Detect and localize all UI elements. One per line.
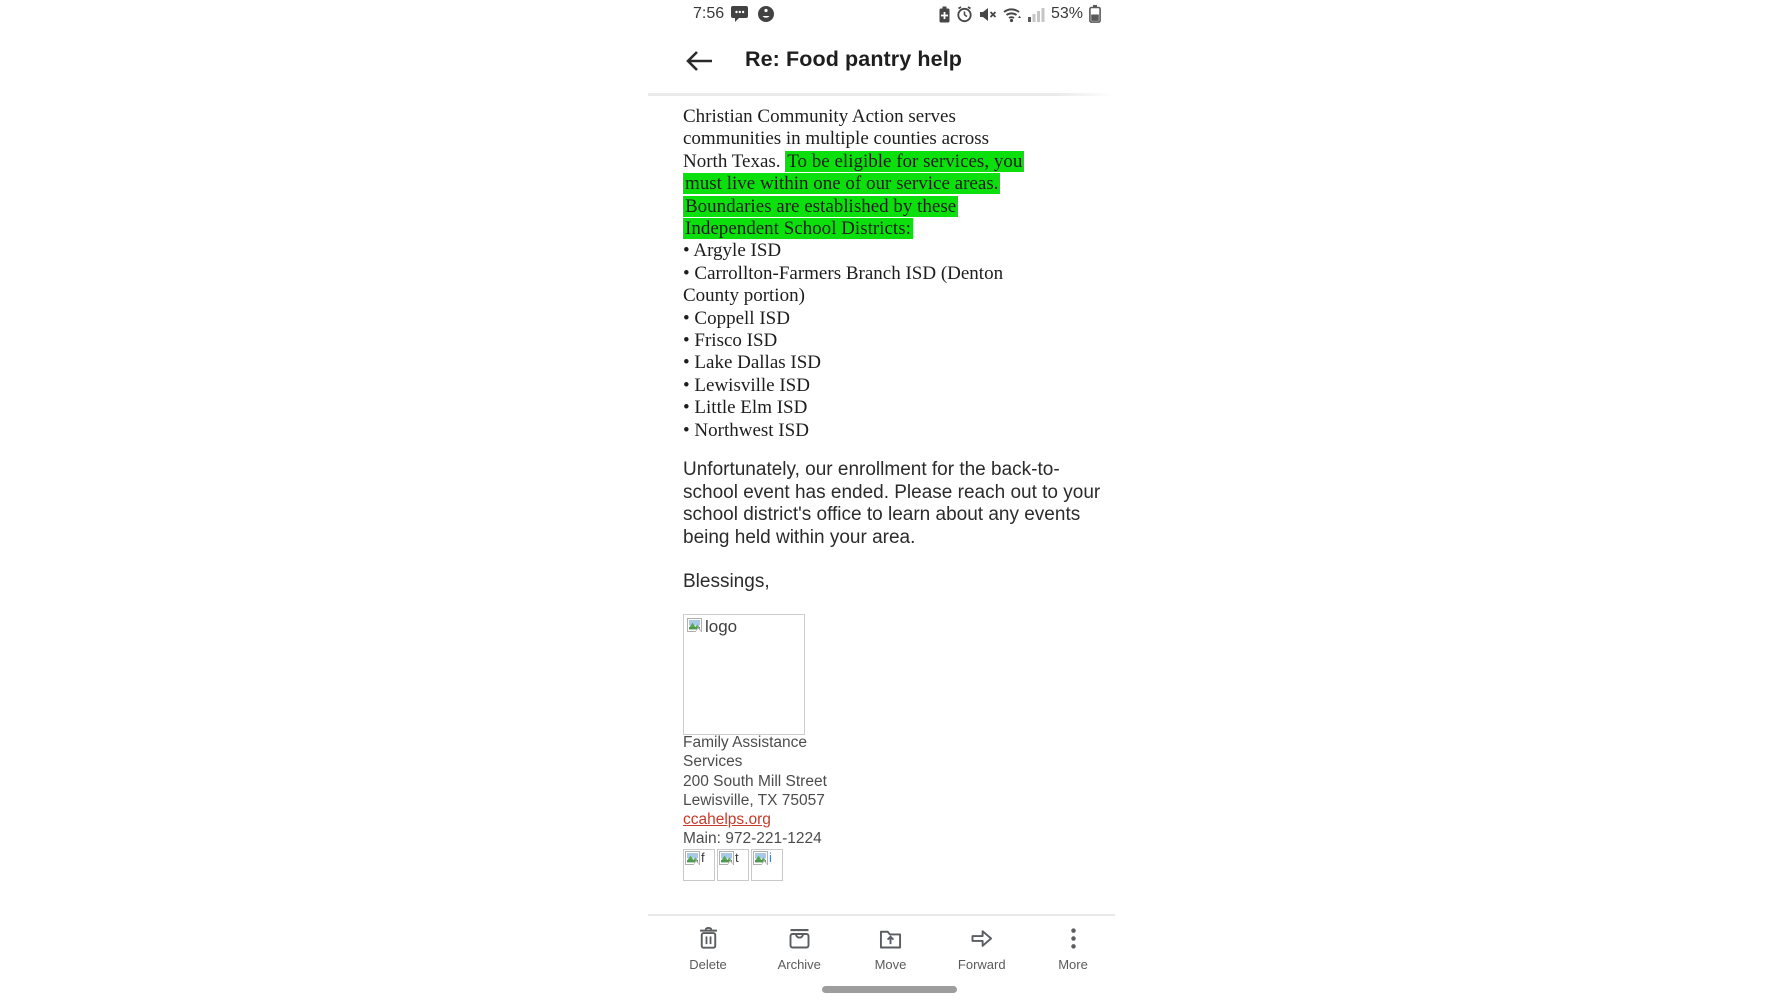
social-alt-text: i	[769, 850, 772, 865]
body-text-line	[683, 173, 1103, 195]
archive-icon	[786, 925, 813, 952]
move-folder-icon	[877, 925, 904, 952]
battery-saver-icon	[939, 6, 950, 23]
social-f-broken-image[interactable]	[683, 849, 715, 881]
body-text-line: • Lewisville ISD	[683, 374, 810, 396]
body-text-line	[683, 196, 1103, 218]
delete-label: Delete	[689, 957, 727, 972]
body-text-line: • Carrollton-Farmers Branch ISD (Denton	[683, 262, 1004, 284]
social-t-broken-image[interactable]	[717, 849, 749, 881]
body-text-line: communities in multiple counties across	[683, 128, 990, 150]
social-alt-text: t	[735, 850, 739, 865]
website-link[interactable]: ccahelps.org	[683, 811, 771, 829]
message-notification-icon	[731, 5, 750, 23]
forward-arrow-icon	[968, 925, 995, 952]
more-button[interactable]	[1041, 925, 1105, 972]
body-text-line: • Lake Dallas ISD	[683, 352, 822, 374]
social-i-broken-image[interactable]	[751, 849, 783, 881]
logo-alt-text: logo	[705, 617, 738, 636]
clock-time: 7:56	[693, 5, 725, 22]
social-alt-text: f	[701, 850, 705, 865]
status-bar-right	[939, 5, 1101, 23]
paragraph-text-line: being held within your area.	[683, 526, 916, 548]
highlighted-text: Independent School Districts:	[685, 218, 911, 240]
move-label: Move	[874, 957, 907, 972]
mute-icon	[979, 6, 997, 23]
body-text-line: Christian Community Action serves	[683, 106, 956, 127]
body-text-line: County portion)	[683, 285, 805, 307]
broken-image-icon	[685, 851, 701, 867]
archive-button[interactable]	[767, 925, 831, 972]
signature-text-line: Lewisville, TX 75057	[683, 791, 825, 809]
wifi-icon	[1003, 6, 1022, 23]
page-title: Re: Food pantry help	[745, 47, 962, 71]
battery-percent: 53%	[1050, 5, 1083, 22]
highlighted-text: Boundaries are established by these	[685, 195, 957, 217]
body-text-line: • Argyle ISD	[683, 240, 782, 262]
paragraph-text-line: school district's office to learn about any events	[683, 504, 1081, 525]
highlighted-text: must live within one of our service areas.	[685, 173, 999, 195]
back-arrow-icon	[684, 48, 715, 74]
signature-text-line: Services	[683, 753, 743, 771]
archive-label: Archive	[777, 957, 821, 972]
body-text-line: North Texas. To be eligible for services, you	[683, 150, 1023, 172]
paragraph-text-line: school event has ended. Please reach out to your	[683, 481, 1101, 503]
signal-strength-icon	[1028, 6, 1045, 22]
header-divider	[648, 93, 1114, 96]
paragraph-text-line: Unfortunately, our enrollment for the back-to-	[683, 459, 1060, 480]
broken-image-icon	[687, 618, 703, 634]
email-closing: Blessings,	[683, 571, 770, 592]
app-notification-icon	[757, 5, 775, 23]
broken-image-icon	[719, 851, 735, 867]
alarm-icon	[956, 6, 973, 23]
body-text-line: • Frisco ISD	[683, 330, 778, 352]
bottom-toolbar	[648, 914, 1115, 972]
forward-label: Forward	[957, 957, 1006, 972]
body-text-line: • Little Elm ISD	[683, 397, 808, 419]
body-text-line	[683, 218, 1103, 240]
email-paragraph	[683, 459, 1100, 549]
back-button[interactable]	[680, 44, 718, 78]
logo-broken-image	[683, 614, 805, 735]
status-bar-left	[693, 5, 775, 23]
signature-phone: Main: 972-221-1224	[683, 830, 822, 848]
battery-icon	[1089, 5, 1101, 23]
email-body	[683, 106, 1103, 442]
signature-text-line: 200 South Mill Street	[683, 772, 827, 790]
body-text-line: • Coppell ISD	[683, 307, 790, 329]
more-options-icon	[1060, 925, 1087, 952]
move-button[interactable]	[859, 925, 923, 972]
signature-text-line: Family Assistance	[683, 734, 808, 751]
broken-image-icon	[753, 851, 769, 867]
more-label: More	[1058, 957, 1088, 972]
social-links-row	[683, 849, 783, 881]
highlighted-text: To be eligible for services, you	[787, 150, 1023, 172]
signature-block	[683, 733, 827, 849]
body-text-line: • Northwest ISD	[683, 419, 809, 441]
navigation-gesture-bar[interactable]	[822, 986, 957, 993]
forward-button[interactable]	[950, 925, 1014, 972]
trash-icon	[695, 925, 722, 952]
delete-button[interactable]	[676, 925, 740, 972]
